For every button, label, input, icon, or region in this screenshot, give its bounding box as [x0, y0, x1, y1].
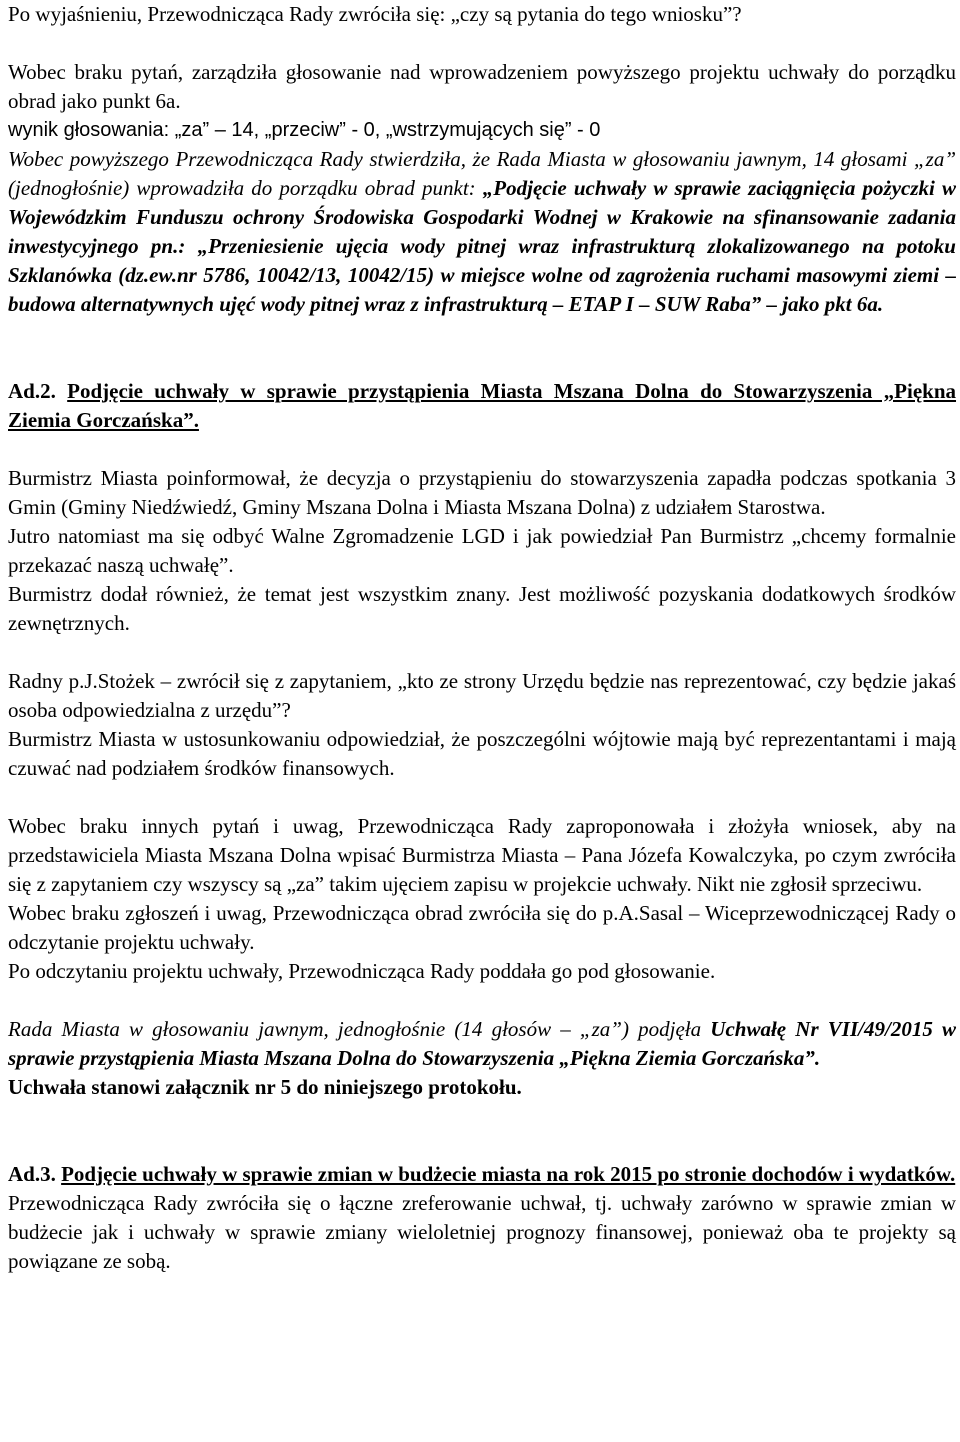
paragraph-vote-order: Wobec braku pytań, zarządziła głosowanie nad wprowadzeniem powyższego projektu uchwały do porządku obrad jako punkt 6a. [8, 60, 956, 113]
paragraph-general-meeting: Jutro natomiast ma się odbyć Walne Zgromadzenie LGD i jak powiedział Pan Burmistrz „chcemy formalnie przekazać naszą uchwałę”. [8, 524, 956, 577]
paragraph-vote-call: Po odczytaniu projektu uchwały, Przewodnicząca Rady poddała go pod głosowanie. [8, 959, 716, 983]
paragraph-clarification: Po wyjaśnieniu, Przewodnicząca Rady zwróciła się: „czy są pytania do tego wniosku”? [8, 2, 742, 26]
paragraph-reading-request: Wobec braku zgłoszeń i uwag, Przewodnicząca obrad zwróciła się do p.A.Sasal – Wiceprzewodniczącej Rady o odczytanie projektu uchwały. [8, 901, 956, 954]
resolution-title: Uchwałę Nr VII/49/2015 w sprawie przystąpienia Miasta Mszana Dolna do Stowarzyszenia „Piękna Ziemia Gorczańska”. [8, 1017, 956, 1070]
paragraph-mayor-added: Burmistrz dodał również, że temat jest wszystkim znany. Jest możliwość pozyskania dodatkowych środków zewnętrznych. [8, 582, 956, 635]
spacer [8, 986, 956, 1015]
paragraph-mayor-answer: Burmistrz Miasta w ustosunkowaniu odpowiedział, że poszczególni wójtowie mają być reprezentantami i mają czuwać nad podziałem środków finansowych. [8, 727, 956, 780]
spacer [8, 435, 956, 464]
spacer [8, 319, 956, 348]
spacer [8, 638, 956, 667]
paragraph-joint-report: Przewodnicząca Rady zwróciła się o łączne zreferowanie uchwał, tj. uchwały zarówno w sprawie zmian w budżecie jak i uchwały w sprawie zmiany wieloletniej prognozy finansowej, ponieważ oba te projekty są powiązane ze sobą. [8, 1191, 956, 1273]
spacer [8, 1131, 956, 1160]
section-title: Podjęcie uchwały w sprawie zmian w budżecie miasta na rok 2015 po stronie dochodów i wydatków. [61, 1162, 956, 1186]
paragraph-motion: Wobec braku innych pytań i uwag, Przewodnicząca Rady zaproponowała i złożyła wniosek, aby na przedstawiciela Miasta Mszana Dolna wpisać Burmistrza Miasta – Pana Józefa Kowalczyka, po czym zwróciła się z zapytaniem czy wszyscy są „za” takim ujęciem zapisu w projekcie uchwały. Nikt nie zgłosił sprzeciwu. [8, 814, 956, 896]
resolution-statement: Rada Miasta w głosowaniu jawnym, jednogłośnie (14 głosów – „za”) podjęła [8, 1017, 711, 1041]
paragraph-mayor-info: Burmistrz Miasta poinformował, że decyzja o przystąpieniu do stowarzyszenia zapadła podczas spotkania 3 Gmin (Gminy Niedźwiedź, Gminy Mszana Dolna i Miasta Mszana Dolna) z udziałem Starostwa. [8, 466, 956, 519]
section-heading-ad2 [8, 377, 956, 435]
spacer [8, 348, 956, 377]
spacer [8, 1102, 956, 1131]
agenda-item-title: „Podjęcie uchwały w sprawie zaciągnięcia pożyczki w Wojewódzkim Funduszu ochrony Środowiska Gospodarki Wodnej w Krakowie na sfinansowanie zadania inwestycyjnego pn.: „Przeniesienie ujęcia wody pitnej wraz infrastrukturą zlokalizowanego na potoku Szklanówka (dz.ew.nr 5786, 10042/13, 10042/15) w miejsce wolne od zagrożenia ruchami masowymi ziemi – budowa alternatywnych ujęć wody pitnej wraz z infrastrukturą – ETAP I – SUW Raba” – jako pkt 6a. [8, 176, 956, 316]
section-number: Ad.3. [8, 1162, 56, 1186]
paragraph-attachment-note: Uchwała stanowi załącznik nr 5 do niniejszego protokołu. [8, 1075, 522, 1099]
section-heading-ad3 [8, 1160, 956, 1189]
paragraph-agenda-item [8, 145, 956, 319]
paragraph-resolution [8, 1015, 956, 1073]
agenda-statement: Wobec powyższego Przewodnicząca Rady stwierdziła, że Rada Miasta w głosowaniu jawnym, 14 głosami „za” (jednogłośnie) wprowadziła do porządku obrad punkt: [8, 147, 956, 200]
spacer [8, 29, 956, 58]
spacer [8, 783, 956, 812]
paragraph-councilor-question: Radny p.J.Stożek – zwrócił się z zapytaniem, „kto ze strony Urzędu będzie nas reprezentować, czy będzie jakaś osoba odpowiedzialna z urzędu”? [8, 669, 956, 722]
section-number: Ad.2. [8, 379, 56, 403]
section-title: Podjęcie uchwały w sprawie przystąpienia Miasta Mszana Dolna do Stowarzyszenia „Piękna Ziemia Gorczańska”. [8, 379, 957, 432]
paragraph-vote-result: wynik głosowania: „za” – 14, „przeciw” - 0, „wstrzymujących się” - 0 [8, 119, 601, 141]
